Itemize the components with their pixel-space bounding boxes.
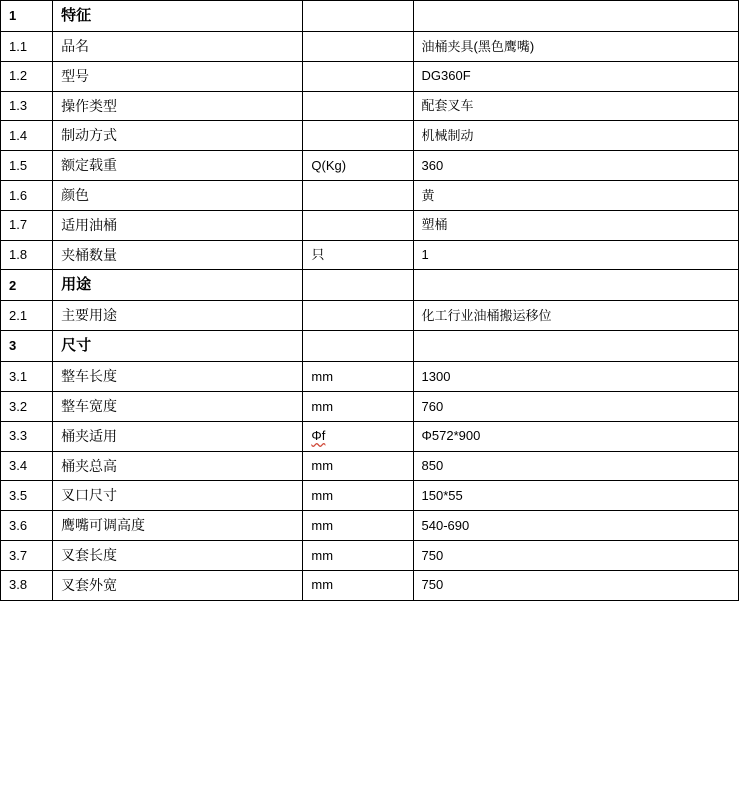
table-row [1, 301, 739, 331]
table-row [1, 121, 739, 151]
row-number-cell: 3.2 [1, 391, 53, 421]
row-unit-cell [303, 180, 413, 210]
row-value-cell: 机械制动 [413, 121, 738, 151]
row-item-cell: 叉口尺寸 [53, 481, 303, 511]
row-unit-cell [303, 32, 413, 62]
row-number-cell: 3.6 [1, 511, 53, 541]
row-number-cell: 1.3 [1, 91, 53, 121]
row-number-cell: 1.1 [1, 32, 53, 62]
row-number-cell: 3.4 [1, 451, 53, 481]
table-row [1, 151, 739, 181]
table-row [1, 331, 739, 362]
row-value-cell: 1300 [413, 362, 738, 392]
row-item-cell: 夹桶数量 [53, 240, 303, 270]
row-item-cell: 用途 [53, 270, 303, 301]
row-value-cell: 850 [413, 451, 738, 481]
table-row [1, 362, 739, 392]
row-number-cell: 1.2 [1, 61, 53, 91]
table-row [1, 540, 739, 570]
row-item-cell: 整车宽度 [53, 391, 303, 421]
row-unit-cell [303, 121, 413, 151]
row-item-cell: 颜色 [53, 180, 303, 210]
row-item-cell: 额定载重 [53, 151, 303, 181]
row-item-cell: 叉套长度 [53, 540, 303, 570]
row-value-cell: 760 [413, 391, 738, 421]
row-unit-cell [303, 421, 413, 451]
row-value-cell: Φ572*900 [413, 421, 738, 451]
row-unit-cell: mm [303, 511, 413, 541]
row-unit-cell: mm [303, 540, 413, 570]
row-number-cell: 2.1 [1, 301, 53, 331]
row-value-cell: 黄 [413, 180, 738, 210]
table-row [1, 61, 739, 91]
row-number-cell: 1.6 [1, 180, 53, 210]
row-item-cell: 桶夹适用 [53, 421, 303, 451]
table-row [1, 32, 739, 62]
row-number-cell: 3.5 [1, 481, 53, 511]
table-row [1, 451, 739, 481]
spellcheck-underline: Φf [311, 428, 326, 444]
row-value-cell: 750 [413, 540, 738, 570]
row-value-cell: 360 [413, 151, 738, 181]
row-number-cell: 1.8 [1, 240, 53, 270]
table-row [1, 481, 739, 511]
row-unit-cell [303, 210, 413, 240]
row-item-cell: 制动方式 [53, 121, 303, 151]
row-value-cell: 塑桶 [413, 210, 738, 240]
row-unit-cell [303, 301, 413, 331]
row-number-cell: 3.3 [1, 421, 53, 451]
row-unit-cell: 只 [303, 240, 413, 270]
row-number-cell: 3.7 [1, 540, 53, 570]
row-item-cell: 尺寸 [53, 331, 303, 362]
row-value-cell: 配套叉车 [413, 91, 738, 121]
specification-table-body [1, 1, 739, 601]
row-value-cell: 540-690 [413, 511, 738, 541]
row-number-cell: 3 [1, 331, 53, 362]
row-value-cell [413, 331, 738, 362]
row-item-cell: 鹰嘴可调高度 [53, 511, 303, 541]
row-value-cell: DG360F [413, 61, 738, 91]
row-value-cell: 油桶夹具(黑色鹰嘴) [413, 32, 738, 62]
row-number-cell: 3.1 [1, 362, 53, 392]
row-unit-cell: Q(Kg) [303, 151, 413, 181]
row-value-cell [413, 270, 738, 301]
row-value-cell: 150*55 [413, 481, 738, 511]
row-unit-cell: mm [303, 481, 413, 511]
row-unit-cell: mm [303, 362, 413, 392]
row-number-cell: 1.7 [1, 210, 53, 240]
table-row [1, 511, 739, 541]
table-row [1, 570, 739, 600]
table-row [1, 180, 739, 210]
row-unit-cell: mm [303, 570, 413, 600]
row-number-cell: 1 [1, 1, 53, 32]
row-number-cell: 2 [1, 270, 53, 301]
table-row [1, 210, 739, 240]
row-unit-cell [303, 91, 413, 121]
row-item-cell: 型号 [53, 61, 303, 91]
row-item-cell: 特征 [53, 1, 303, 32]
row-unit-cell: mm [303, 451, 413, 481]
row-value-cell: 化工行业油桶搬运移位 [413, 301, 738, 331]
table-row [1, 91, 739, 121]
row-value-cell [413, 1, 738, 32]
row-item-cell: 品名 [53, 32, 303, 62]
row-unit-cell [303, 331, 413, 362]
row-value-cell: 750 [413, 570, 738, 600]
row-unit-cell [303, 270, 413, 301]
row-number-cell: 1.4 [1, 121, 53, 151]
row-unit-cell: mm [303, 391, 413, 421]
table-row [1, 421, 739, 451]
row-number-cell: 1.5 [1, 151, 53, 181]
row-item-cell: 整车长度 [53, 362, 303, 392]
table-row [1, 270, 739, 301]
table-row [1, 391, 739, 421]
row-item-cell: 操作类型 [53, 91, 303, 121]
row-item-cell: 叉套外宽 [53, 570, 303, 600]
row-item-cell: 桶夹总高 [53, 451, 303, 481]
row-unit-cell [303, 61, 413, 91]
row-number-cell: 3.8 [1, 570, 53, 600]
table-row [1, 240, 739, 270]
row-value-cell: 1 [413, 240, 738, 270]
row-item-cell: 适用油桶 [53, 210, 303, 240]
row-unit-cell [303, 1, 413, 32]
table-row [1, 1, 739, 32]
row-item-cell: 主要用途 [53, 301, 303, 331]
